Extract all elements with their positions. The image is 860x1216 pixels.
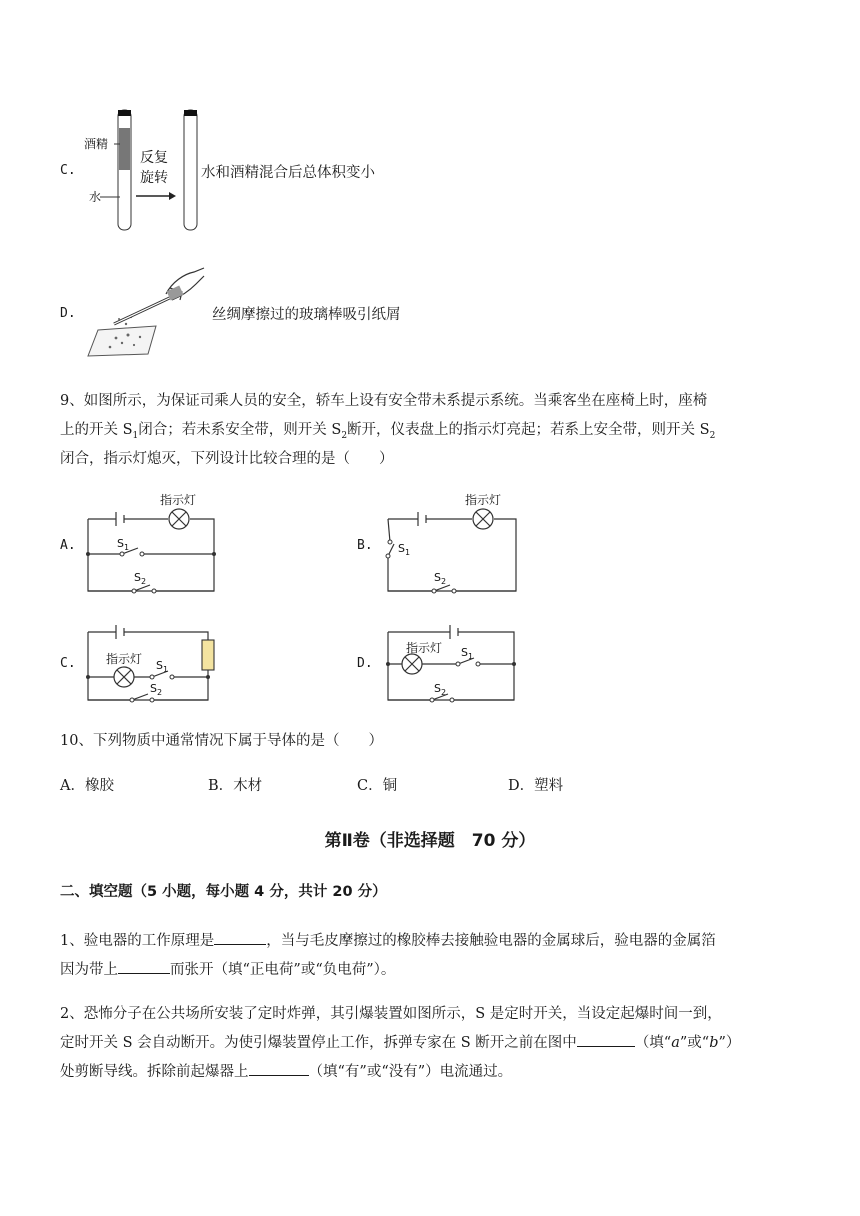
q9-line-1: 9、如图所示，为保证司乘人员的安全，轿车上设有安全带未系提示系统。当乘客坐在座椅上时，座椅 — [60, 393, 708, 409]
section-2-title: 第Ⅱ卷（非选择题 70 分） — [324, 831, 536, 851]
q10-choice-b: B．木材 — [208, 778, 263, 794]
circuit-a — [80, 490, 220, 594]
s1-label: S — [156, 659, 163, 672]
glass-rod-figure — [86, 264, 208, 358]
q10-choice-c: C．铜 — [357, 778, 398, 794]
s2-sub: 2 — [156, 688, 163, 697]
option-d-letter: D. — [60, 306, 76, 321]
s2-label: S — [134, 571, 141, 584]
s1-label: S — [398, 542, 405, 555]
alcohol-label: 酒精 — [84, 137, 109, 151]
q9-option-a: A. — [60, 538, 76, 553]
svg-text:S2 — [150, 682, 162, 697]
q9-line-3: 闭合，指示灯熄灭，下列设计比较合理的是（ ） — [60, 451, 394, 467]
s2-sub: 2 — [140, 577, 147, 586]
action-label-2: 旋转 — [140, 170, 168, 186]
s2-sub: 2 — [440, 577, 447, 586]
answer-blank[interactable] — [249, 1061, 309, 1076]
s2-label: S — [434, 571, 441, 584]
q9-line-2: 上的开关 $S_1$闭合；若未系安全带，则开关 $S_2$断开，仪表盘上的指示灯亮起；若系上安全带，则开关 $S_2$ — [60, 422, 716, 441]
svg-text:S1 — [156, 659, 168, 674]
circuit-c — [80, 620, 222, 706]
svg-text:S1 — [461, 646, 473, 661]
fill-q1-line-1: 1、验电器的工作原理是 ，当与毛皮摩擦过的橡胶棒去接触验电器的金属球后，验电器的金属箔 — [60, 927, 716, 955]
q10-stem: 10、下列物质中通常情况下属于导体的是（ ） — [60, 733, 383, 749]
answer-blank[interactable] — [118, 959, 170, 974]
fill-in-heading: 二、填空题（5 小题，每小题 4 分，共计 20 分） — [60, 884, 387, 900]
lamp-label: 指示灯 — [106, 652, 143, 666]
option-c-caption: 水和酒精混合后总体积变小 — [201, 165, 375, 181]
s1-sub: 1 — [162, 665, 169, 674]
svg-text:S1 — [117, 537, 129, 552]
answer-blank[interactable] — [577, 1032, 635, 1047]
lamp-label: 指示灯 — [160, 493, 197, 507]
s2-sub: 2 — [440, 688, 447, 697]
q9-option-b: B. — [357, 538, 373, 553]
answer-blank[interactable] — [214, 930, 266, 945]
svg-text:S2 — [434, 571, 446, 586]
svg-text:S2 — [434, 682, 446, 697]
water-label: 水 — [89, 190, 102, 204]
q10-choice-a: A．橡胶 — [60, 778, 114, 794]
svg-text:S1 — [398, 542, 410, 557]
q10-choice-d: D．塑料 — [508, 778, 564, 794]
action-label-1: 反复 — [140, 150, 168, 166]
lamp-label: 指示灯 — [406, 641, 443, 655]
fill-q2-line-2: 定时开关 S 会自动断开。为使引爆装置停止工作，拆弹专家在 S 断开之前在图中 （填“a”或“b”） — [60, 1029, 740, 1057]
test-tube-figure — [84, 108, 202, 234]
fill-q2-line-1: 2、恐怖分子在公共场所安装了定时炸弹，其引爆装置如图所示，S 是定时开关，当设定起爆时间一到， — [60, 1006, 722, 1022]
fill-q1-line-2: 因为带上 而张开（填“正电荷”或“负电荷”）。 — [60, 956, 395, 984]
s2-label: S — [150, 682, 157, 695]
s1-sub: 1 — [123, 543, 130, 552]
s2-label: S — [434, 682, 441, 695]
s1-sub: 1 — [404, 548, 411, 557]
q9-option-c: C. — [60, 656, 76, 671]
lamp-label: 指示灯 — [465, 493, 502, 507]
option-c-letter: C. — [60, 163, 76, 178]
circuit-d — [380, 620, 522, 706]
q9-option-d: D. — [357, 656, 373, 671]
s1-label: S — [117, 537, 124, 550]
circuit-b — [380, 490, 522, 594]
s1-sub: 1 — [467, 652, 474, 661]
svg-text:S2 — [134, 571, 146, 586]
s1-label: S — [461, 646, 468, 659]
fill-q2-line-3: 处剪断导线。拆除前起爆器上 （填“有”或“没有”）电流通过。 — [60, 1058, 512, 1086]
option-d-caption: 丝绸摩擦过的玻璃棒吸引纸屑 — [212, 307, 401, 323]
